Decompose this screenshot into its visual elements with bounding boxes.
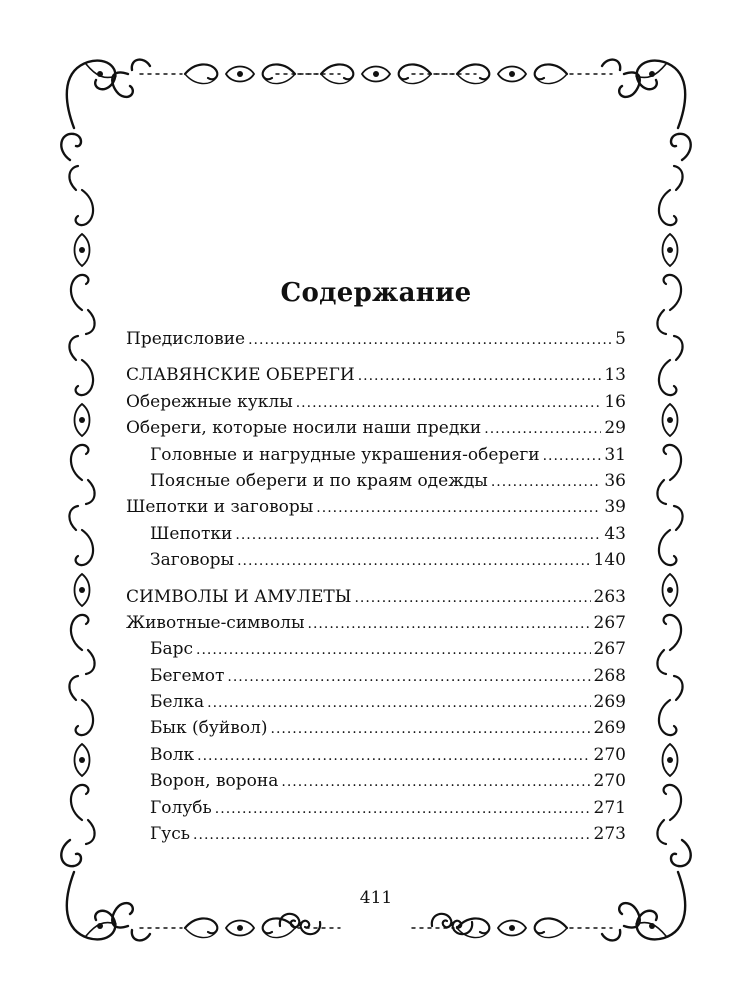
toc-entry bbox=[126, 689, 626, 715]
toc-entry-title: Бык (буйвол) bbox=[150, 718, 268, 739]
toc-entry bbox=[126, 326, 626, 352]
toc-entry-title: Шепотки bbox=[150, 523, 233, 544]
toc-entry bbox=[126, 584, 626, 610]
toc-entry-page: 263 bbox=[593, 586, 626, 607]
toc-entry bbox=[126, 389, 626, 415]
toc-entry-title: Обережные куклы bbox=[126, 391, 293, 412]
toc-entry bbox=[126, 442, 626, 468]
page-title: Содержание bbox=[280, 278, 472, 308]
toc-dot-leader bbox=[271, 716, 591, 742]
toc-dot-leader bbox=[484, 416, 601, 442]
toc-entry-page: 270 bbox=[593, 771, 626, 792]
toc-entry-title: Головные и нагрудные украшения-обереги bbox=[150, 444, 540, 465]
toc-dot-leader bbox=[196, 637, 591, 663]
toc-entry-page: 269 bbox=[593, 692, 626, 713]
toc-entry bbox=[126, 768, 626, 794]
toc-dot-leader bbox=[197, 743, 590, 769]
toc-entry bbox=[126, 494, 626, 520]
toc-entry-page: 13 bbox=[604, 365, 626, 386]
toc-entry-page: 269 bbox=[593, 718, 626, 739]
toc-entry bbox=[126, 636, 626, 662]
toc-entry bbox=[126, 663, 626, 689]
toc-entry-page: 16 bbox=[604, 391, 626, 412]
toc-dot-leader bbox=[281, 769, 590, 795]
toc-entry-title: Предисловие bbox=[126, 329, 246, 349]
toc-dot-leader bbox=[237, 548, 590, 574]
toc-entry-title: Заговоры bbox=[150, 550, 235, 571]
toc-entry bbox=[126, 415, 626, 441]
toc-dot-leader bbox=[227, 664, 590, 690]
toc-entry-page: 267 bbox=[593, 639, 626, 660]
toc-dot-leader bbox=[235, 522, 601, 548]
toc-entry-page: 36 bbox=[604, 470, 626, 491]
toc-dot-leader bbox=[296, 390, 602, 416]
toc-dot-leader bbox=[193, 822, 591, 848]
toc-entry bbox=[126, 610, 626, 636]
toc-entry-title: Поясные обереги и по краям одежды bbox=[150, 470, 488, 491]
table-of-contents bbox=[126, 326, 626, 847]
toc-entry-page: 29 bbox=[604, 418, 626, 439]
toc-entry-title: Голубь bbox=[150, 797, 212, 818]
toc-entry bbox=[126, 795, 626, 821]
toc-entry bbox=[126, 821, 626, 847]
toc-entry-page: 267 bbox=[593, 612, 626, 633]
toc-entry-page: 271 bbox=[593, 797, 626, 818]
toc-entry-title: Волк bbox=[150, 744, 195, 765]
toc-entry-title: Бегемот bbox=[150, 665, 225, 686]
toc-entry-page: 31 bbox=[604, 444, 626, 465]
page-number: 411 bbox=[359, 888, 393, 908]
toc-entry-title: СИМВОЛЫ И АМУЛЕТЫ bbox=[126, 586, 352, 607]
toc-entry-page: 39 bbox=[604, 497, 626, 518]
toc-entry bbox=[126, 547, 626, 573]
toc-entry bbox=[126, 468, 626, 494]
toc-entry-page: 5 bbox=[615, 329, 626, 349]
toc-dot-leader bbox=[354, 585, 590, 611]
toc-entry-page: 273 bbox=[593, 824, 626, 845]
toc-entry-title: Ворон, ворона bbox=[150, 771, 279, 792]
toc-dot-leader bbox=[543, 443, 602, 469]
toc-dot-leader bbox=[358, 363, 602, 389]
toc-dot-leader bbox=[316, 495, 601, 521]
toc-entry-page: 140 bbox=[593, 550, 626, 571]
toc-dot-leader bbox=[215, 796, 591, 822]
toc-entry-title: Белка bbox=[150, 692, 205, 713]
toc-dot-leader bbox=[308, 611, 591, 637]
toc-entry-title: Барс bbox=[150, 639, 194, 660]
toc-entry-page: 270 bbox=[593, 744, 626, 765]
toc-entry-title: СЛАВЯНСКИЕ ОБЕРЕГИ bbox=[126, 365, 355, 386]
toc-entry bbox=[126, 742, 626, 768]
toc-dot-leader bbox=[207, 690, 590, 716]
toc-entry-page: 268 bbox=[593, 665, 626, 686]
toc-entry bbox=[126, 362, 626, 388]
toc-dot-leader bbox=[491, 469, 602, 495]
toc-entry-title: Животные-символы bbox=[126, 612, 305, 633]
toc-entry-title: Шепотки и заговоры bbox=[126, 497, 314, 518]
toc-entry-page: 43 bbox=[604, 523, 626, 544]
toc-entry bbox=[126, 715, 626, 741]
toc-dot-leader bbox=[248, 327, 612, 353]
toc-entry-title: Гусь bbox=[150, 824, 191, 845]
toc-entry-title: Обереги, которые носили наши предки bbox=[126, 418, 482, 439]
toc-entry bbox=[126, 521, 626, 547]
